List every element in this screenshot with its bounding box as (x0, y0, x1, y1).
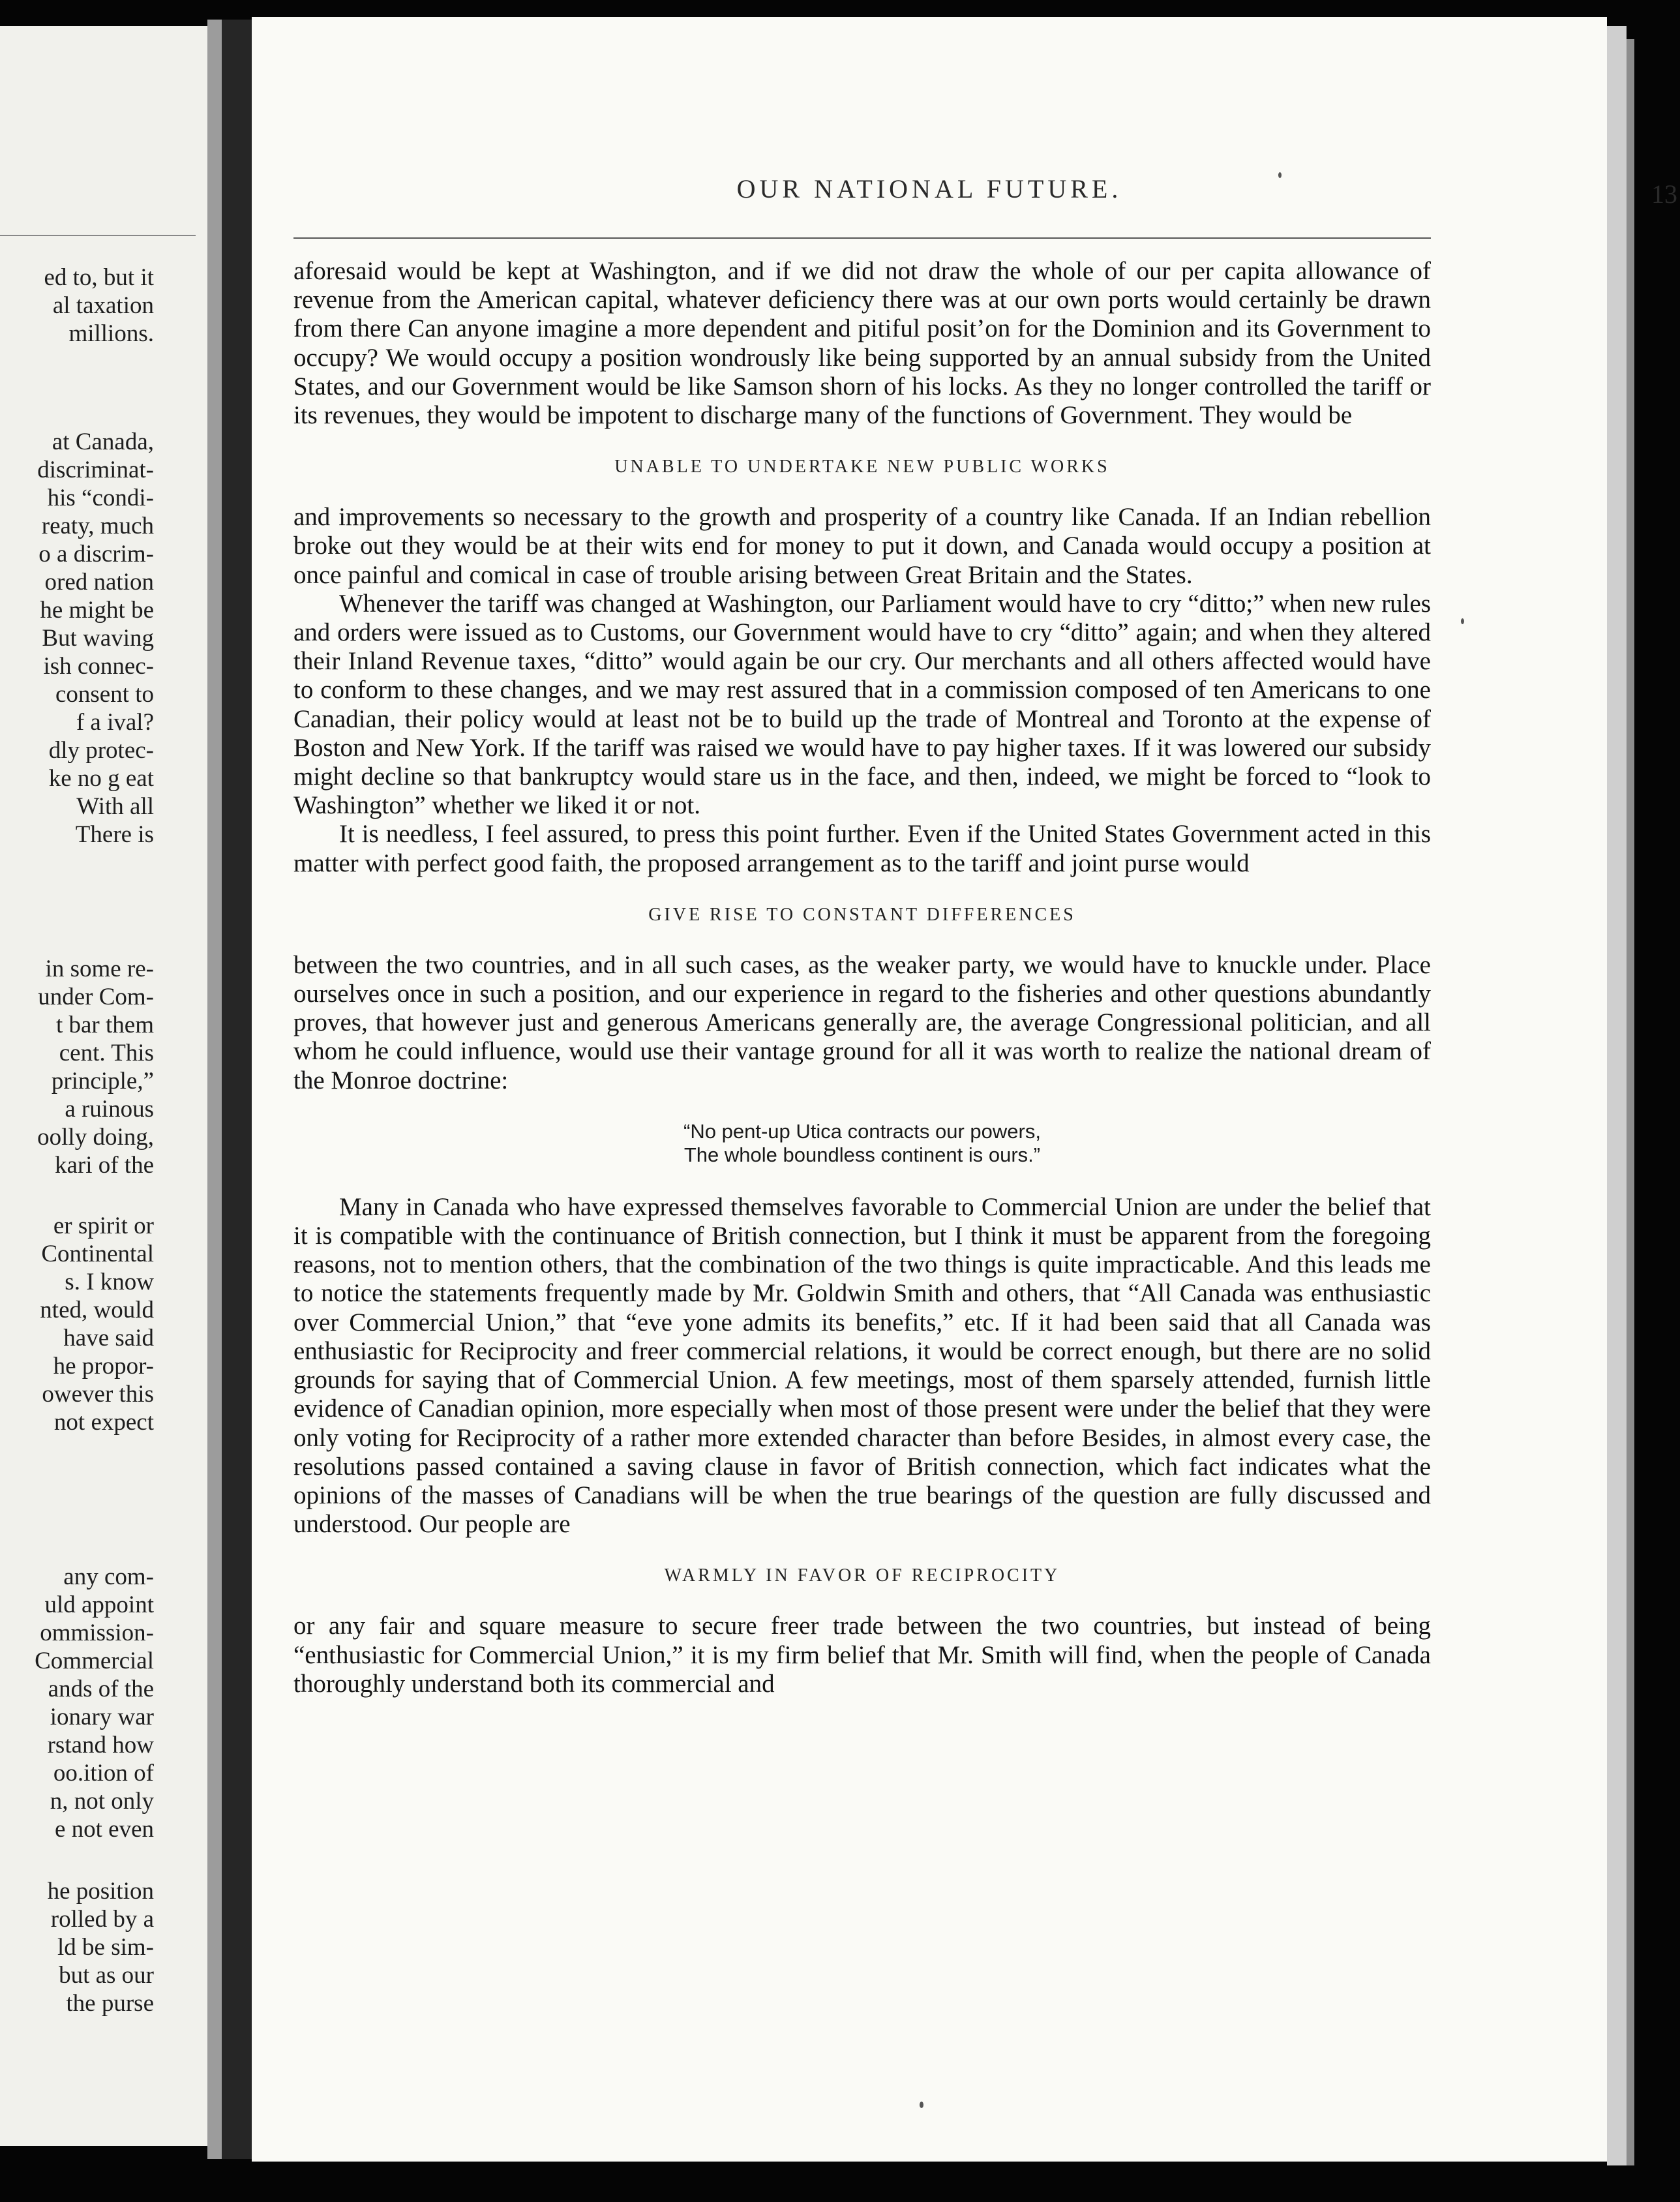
facing-page-line: at Canada, (52, 429, 154, 455)
page-number: 13 (1651, 179, 1677, 209)
facing-page-line: uld appoint (44, 1591, 154, 1618)
paragraph: aforesaid would be kept at Washington, and if we did not draw the whole of our per capita allowance of revenue from the American capital, whatever deficiency there was at our own ports would certainly be drawn from there Can anyone imagine a more dependent and pitiful posit’on for the Dominion and its Government to occupy? We would occupy a position wondrously like being supported by an annual subsidy from the United States, and our Government would be like Samson shorn of his locks. As they no longer controlled the tariff or its revenues, they would be impotent to discharge many of the functions of Government. They would be (293, 257, 1431, 430)
print-speck (1278, 172, 1282, 178)
facing-page-block-2 (0, 428, 154, 849)
body-text (293, 257, 1431, 1698)
facing-page-block-6 (0, 1877, 154, 2017)
facing-page-rule (0, 235, 196, 236)
facing-page-line: ands of the (48, 1676, 154, 1702)
facing-page-line: dly protec- (48, 737, 154, 764)
facing-page-line: the purse (66, 1990, 154, 2017)
facing-page-line: nted, would (40, 1297, 154, 1323)
facing-page-line: Continental (41, 1241, 154, 1267)
facing-page-line: he position (47, 1878, 154, 1905)
quote-line: The whole boundless continent is ours.” (683, 1143, 1041, 1166)
facing-page-line: oo.ition of (53, 1760, 154, 1787)
facing-page-line: a ruinous (65, 1096, 154, 1123)
facing-page-line: consent to (55, 681, 154, 708)
facing-page-line: ke no g eat (48, 765, 154, 792)
facing-page-line: any com- (63, 1563, 154, 1590)
facing-page-line: o a discrim- (38, 541, 154, 567)
paragraph: or any fair and square measure to secure freer trade between the two countries, but instead of being “enthusiastic for Commercial Union,” it is my firm belief that Mr. Smith will find, when the people of Canada thoroughly understand both its commercial and (293, 1612, 1431, 1698)
print-speck (1461, 618, 1464, 624)
quote-line: “No pent-up Utica contracts our powers, (683, 1119, 1041, 1143)
facing-page-line: owever this (42, 1381, 154, 1408)
book-gutter (222, 20, 252, 2159)
verse-quote (293, 1120, 1431, 1167)
facing-page-line: al taxation (52, 292, 154, 319)
print-speck (920, 2102, 923, 2108)
facing-page-line: kari of the (54, 1152, 154, 1179)
facing-page-line: ored nation (44, 569, 154, 596)
section-subhead: GIVE RISE TO CONSTANT DIFFERENCES (648, 904, 1076, 925)
facing-page-line: his “condi- (47, 485, 154, 511)
facing-page-line: n, not only (50, 1788, 154, 1815)
facing-page-block-5 (0, 1563, 154, 1843)
facing-page-block-4 (0, 1212, 154, 1436)
facing-page-line: There is (75, 821, 154, 848)
facing-page-line: in some re- (45, 956, 154, 982)
paragraph: It is needless, I feel assured, to press this point further. Even if the United States Government acted in this matter with perfect good faith, the proposed arrangement as to the tariff and joint purse would (293, 820, 1431, 877)
facing-page-line: But waving (42, 625, 154, 652)
facing-page-line: rolled by a (50, 1906, 154, 1933)
facing-page-line: s. I know (65, 1269, 154, 1295)
facing-page-line: er spirit or (53, 1213, 154, 1239)
facing-page-line: With all (76, 793, 154, 820)
facing-page-line: t bar them (55, 1012, 154, 1038)
paragraph: and improvements so necessary to the growth and prosperity of a country like Canada. If an Indian rebellion broke out they would be at their wits end for money to put it down, and Canada would occupy a position at once painful and comical in case of trouble arising between Great Britain and the States. (293, 503, 1431, 589)
facing-page-line: he propor- (53, 1353, 154, 1380)
running-head: OUR NATIONAL FUTURE. (736, 174, 1122, 204)
facing-page-line: Commercial (35, 1648, 154, 1674)
section-subhead: WARMLY IN FAVOR OF RECIPROCITY (664, 1565, 1060, 1586)
facing-page-line: reaty, much (41, 513, 154, 539)
header-rule (293, 237, 1431, 239)
facing-page-fragment (0, 26, 207, 2146)
facing-page-line: principle,” (51, 1068, 154, 1094)
book-page (252, 17, 1677, 2162)
facing-page-line: ommission- (40, 1620, 154, 1646)
facing-page-line: millions. (68, 320, 154, 347)
section-subhead: UNABLE TO UNDERTAKE NEW PUBLIC WORKS (614, 457, 1110, 477)
facing-page-line: under Com- (38, 984, 154, 1010)
facing-page-line: ed to, but it (44, 264, 154, 291)
paragraph: Whenever the tariff was changed at Washington, our Parliament would have to cry “ditto;” when new rules and orders were issued as to Customs, our Government would have to cry “ditto” again; and when they altered their Inland Revenue taxes, “ditto” would again be our cry. Our merchants and all others affected would have to conform to these changes, and we may rest assured that in a commission composed of ten Americans to one Canadian, their policy would at least not be to build up the trade of Montreal and Toronto at the expense of Boston and New York. If the tariff was raised we would have to pay higher taxes. If it was lowered our subsidy might decline so that bankruptcy would stare us in the face, and then, indeed, we might be forced to “look to Washington” whether we liked it or not. (293, 589, 1431, 820)
facing-page-line: ish connec- (43, 653, 154, 680)
facing-page-line: not expect (53, 1409, 154, 1436)
facing-page-line: have said (63, 1325, 154, 1351)
facing-page-line: ld be sim- (57, 1934, 154, 1961)
facing-page-line: cent. This (59, 1040, 154, 1066)
page-edge (1607, 26, 1627, 2165)
facing-page-block-1 (0, 264, 154, 348)
facing-page-line: he might be (40, 597, 154, 624)
facing-page-line: ionary war (50, 1704, 154, 1730)
facing-page-line: rstand how (47, 1732, 154, 1758)
paragraph: Many in Canada who have expressed themselves favorable to Commercial Union are under the belief that it is compatible with the continuance of British connection, but I think it must be apparent from the foregoing reasons, not to mention others, that the combination of the two things is quite impracticable. And this leads me to notice the statements frequently made by Mr. Goldwin Smith and others, that “All Canada was enthusiastic over Commercial Union,” that “eve yone admits its benefits,” etc. If it had been said that all Canada was enthusiastic for Reciprocity and freer commercial relations, it would be correct enough, but there are no solid grounds for saying that of Commercial Union. A few meetings, most of them sparsely attended, furnish little evidence of Canadian opinion, more especially when most of those present were under the belief that they were only voting for Reciprocity of a rather more extended character than before Besides, in almost every case, the resolutions passed contained a saving clause in favor of British connection, which fact indicates what the opinions of the masses of Canadians will be when the true bearings of the question are fully discussed and understood. Our people are (293, 1192, 1431, 1539)
page-edge-shadow (1627, 39, 1634, 2165)
facing-page-line: but as our (59, 1962, 154, 1989)
paragraph: between the two countries, and in all such cases, as the weaker party, we would have to knuckle under. Place ourselves once in such a position, and our experience in regard to the fisheries and other questions abundantly proves, that however just and generous Americans generally are, the average Congressional politician, and all whom he could influence, would use their vantage ground for all it was worth to realize the national dream of the Monroe doctrine: (293, 950, 1431, 1094)
facing-page-line: f a ival? (76, 709, 154, 736)
facing-page-block-3 (0, 955, 154, 1179)
facing-page-line: discriminat- (37, 457, 154, 483)
facing-page-line: oolly doing, (37, 1124, 154, 1151)
facing-page-line: e not even (54, 1816, 154, 1843)
